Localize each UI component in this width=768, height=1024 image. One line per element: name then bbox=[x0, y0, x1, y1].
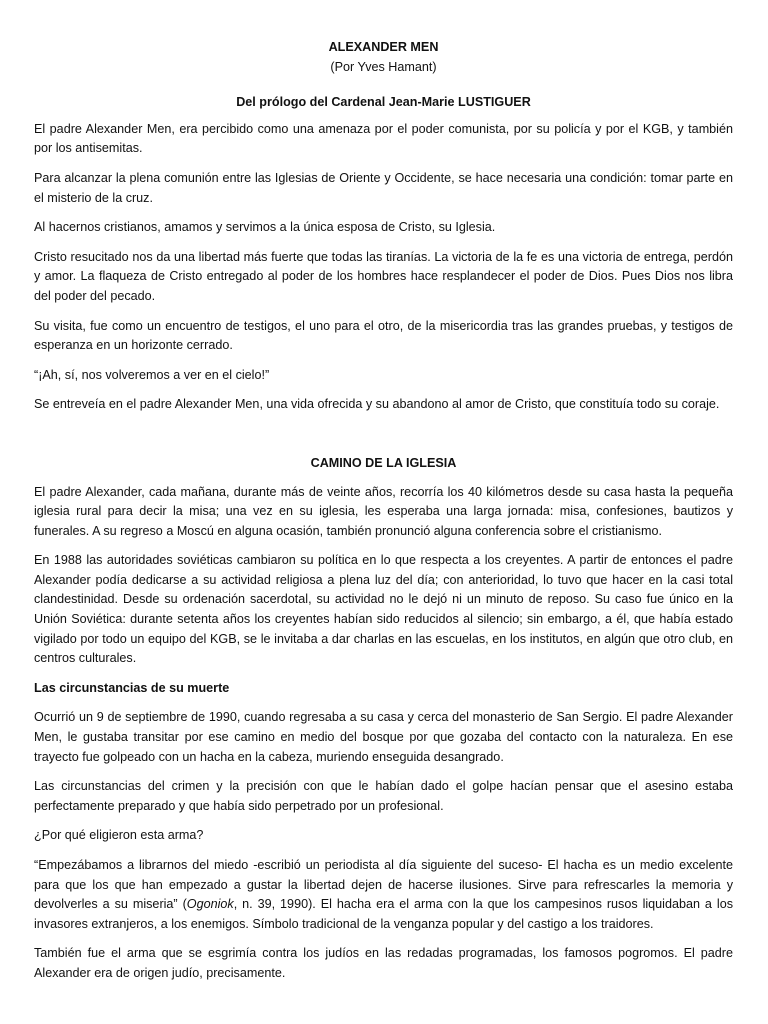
section-heading-camino: CAMINO DE LA IGLESIA bbox=[310, 455, 457, 470]
muerte-question: ¿Por qué eligieron esta arma? bbox=[34, 828, 204, 843]
muerte-paragraph-5: También fue el arma que se esgrimía contra los judíos en las redadas programadas, los famosos pogromos. El padre Alexander era de origen judío, precisamente. bbox=[34, 946, 733, 980]
muerte-paragraph-2: Las circunstancias del crimen y la precisión con que le habían dado el golpe hacían pensar que el asesino estaba perfectamente preparado y que había sido perpetrado por un profesional. bbox=[34, 779, 733, 813]
prologue-paragraph-3: Al hacernos cristianos, amamos y servimos a la única esposa de Cristo, su Iglesia. bbox=[34, 220, 496, 235]
camino-paragraph-1: El padre Alexander, cada mañana, durante más de veinte años, recorría los 40 kilómetros desde su casa hasta la pequeña iglesia rural para decir la misa; una vez en su iglesia, les esperaba una larga jornada: misa, confesiones, bautizos y funerales. A su regreso a Moscú en alguna ocasión, también pronunció alguna conferencia sobre el cristianismo. bbox=[34, 484, 733, 538]
prologue-quote: “¡Ah, sí, nos volveremos a ver en el cielo!” bbox=[34, 367, 270, 382]
muerte-paragraph-4 bbox=[34, 856, 733, 934]
prologue-paragraph-4: Cristo resucitado nos da una libertad más fuerte que todas las tiranías. La victoria de la fe es una victoria de entrega, perdón y amor. La flaqueza de Cristo entregado al poder de los hombres hace resplandecer el poder de Dios. Pues Dios nos libra del poder del pecado. bbox=[34, 249, 733, 303]
muerte-quote-continuation: , n. 39, 1990). El hacha era el arma con la que los campesinos rusos liquidaban a los invasores extranjeros, a los enemigos. Símbolo tradicional de la venganza popular y del castigo a los traidores. bbox=[34, 897, 733, 931]
prologue-paragraph-5: Su visita, fue como un encuentro de testigos, el uno para el otro, de la misericordia tras las grandes pruebas, y testigos de esperanza en un horizonte cerrado. bbox=[34, 318, 733, 353]
source-title-ogoniok: Ogoniok bbox=[186, 897, 234, 912]
document-title: ALEXANDER MEN bbox=[328, 40, 439, 54]
document-page bbox=[34, 38, 733, 994]
prologue-heading: Del prólogo del Cardenal Jean-Marie LUSTIGUER bbox=[236, 95, 531, 110]
prologue-paragraph-7: Se entreveía en el padre Alexander Men, una vida ofrecida y su abandono al amor de Cristo, que constituía todo su coraje. bbox=[34, 397, 720, 412]
subheading-muerte: Las circunstancias de su muerte bbox=[34, 680, 230, 695]
document-byline: (Por Yves Hamant) bbox=[330, 59, 437, 74]
prologue-paragraph-2: Para alcanzar la plena comunión entre las Iglesias de Oriente y Occidente, se hace necesaria una condición: tomar parte en el misterio de la cruz. bbox=[34, 170, 733, 205]
camino-paragraph-2: En 1988 las autoridades soviéticas cambiaron su política en lo que respecta a los creyentes. A partir de entonces el padre Alexander podía dedicarse a su actividad religiosa a plena luz del día; con anterioridad, lo tuvo que hacer en la casi total clandestinidad. Desde su ordenación sacerdotal, su actividad no le dejó ni un minuto de reposo. Su caso fue único en la Unión Soviética: durante setenta años los creyentes habían sido reducidos al silencio; sin embargo, a él, que había estado vigilado por todo un equipo del KGB, se le invitaba a dar charlas en las escuelas, en los institutos, en algún que otro club, en centros culturales. bbox=[34, 553, 733, 666]
muerte-paragraph-1: Ocurrió un 9 de septiembre de 1990, cuando regresaba a su casa y cerca del monasterio de San Sergio. El padre Alexander Men, le gustaba transitar por ese camino en medio del bosque por que gozaba del contacto con la naturaleza. En ese trayecto fue golpeado con un hacha en la cabeza, muriendo enseguida desangrado. bbox=[34, 710, 733, 764]
prologue-paragraph-1: El padre Alexander Men, era percibido como una amenaza por el poder comunista, por su policía y por el KGB, y también por los antisemitas. bbox=[34, 121, 733, 156]
muerte-quote-text: “Empezábamos a librarnos del miedo -escribió un periodista al día siguiente del suceso- El hacha es un medio excelente para que los que han empezado a gustar la libertad dejen de hacerse ilusiones. Sirve para refrescarles la memoria y devolverles a su miseria” ( bbox=[34, 858, 733, 912]
